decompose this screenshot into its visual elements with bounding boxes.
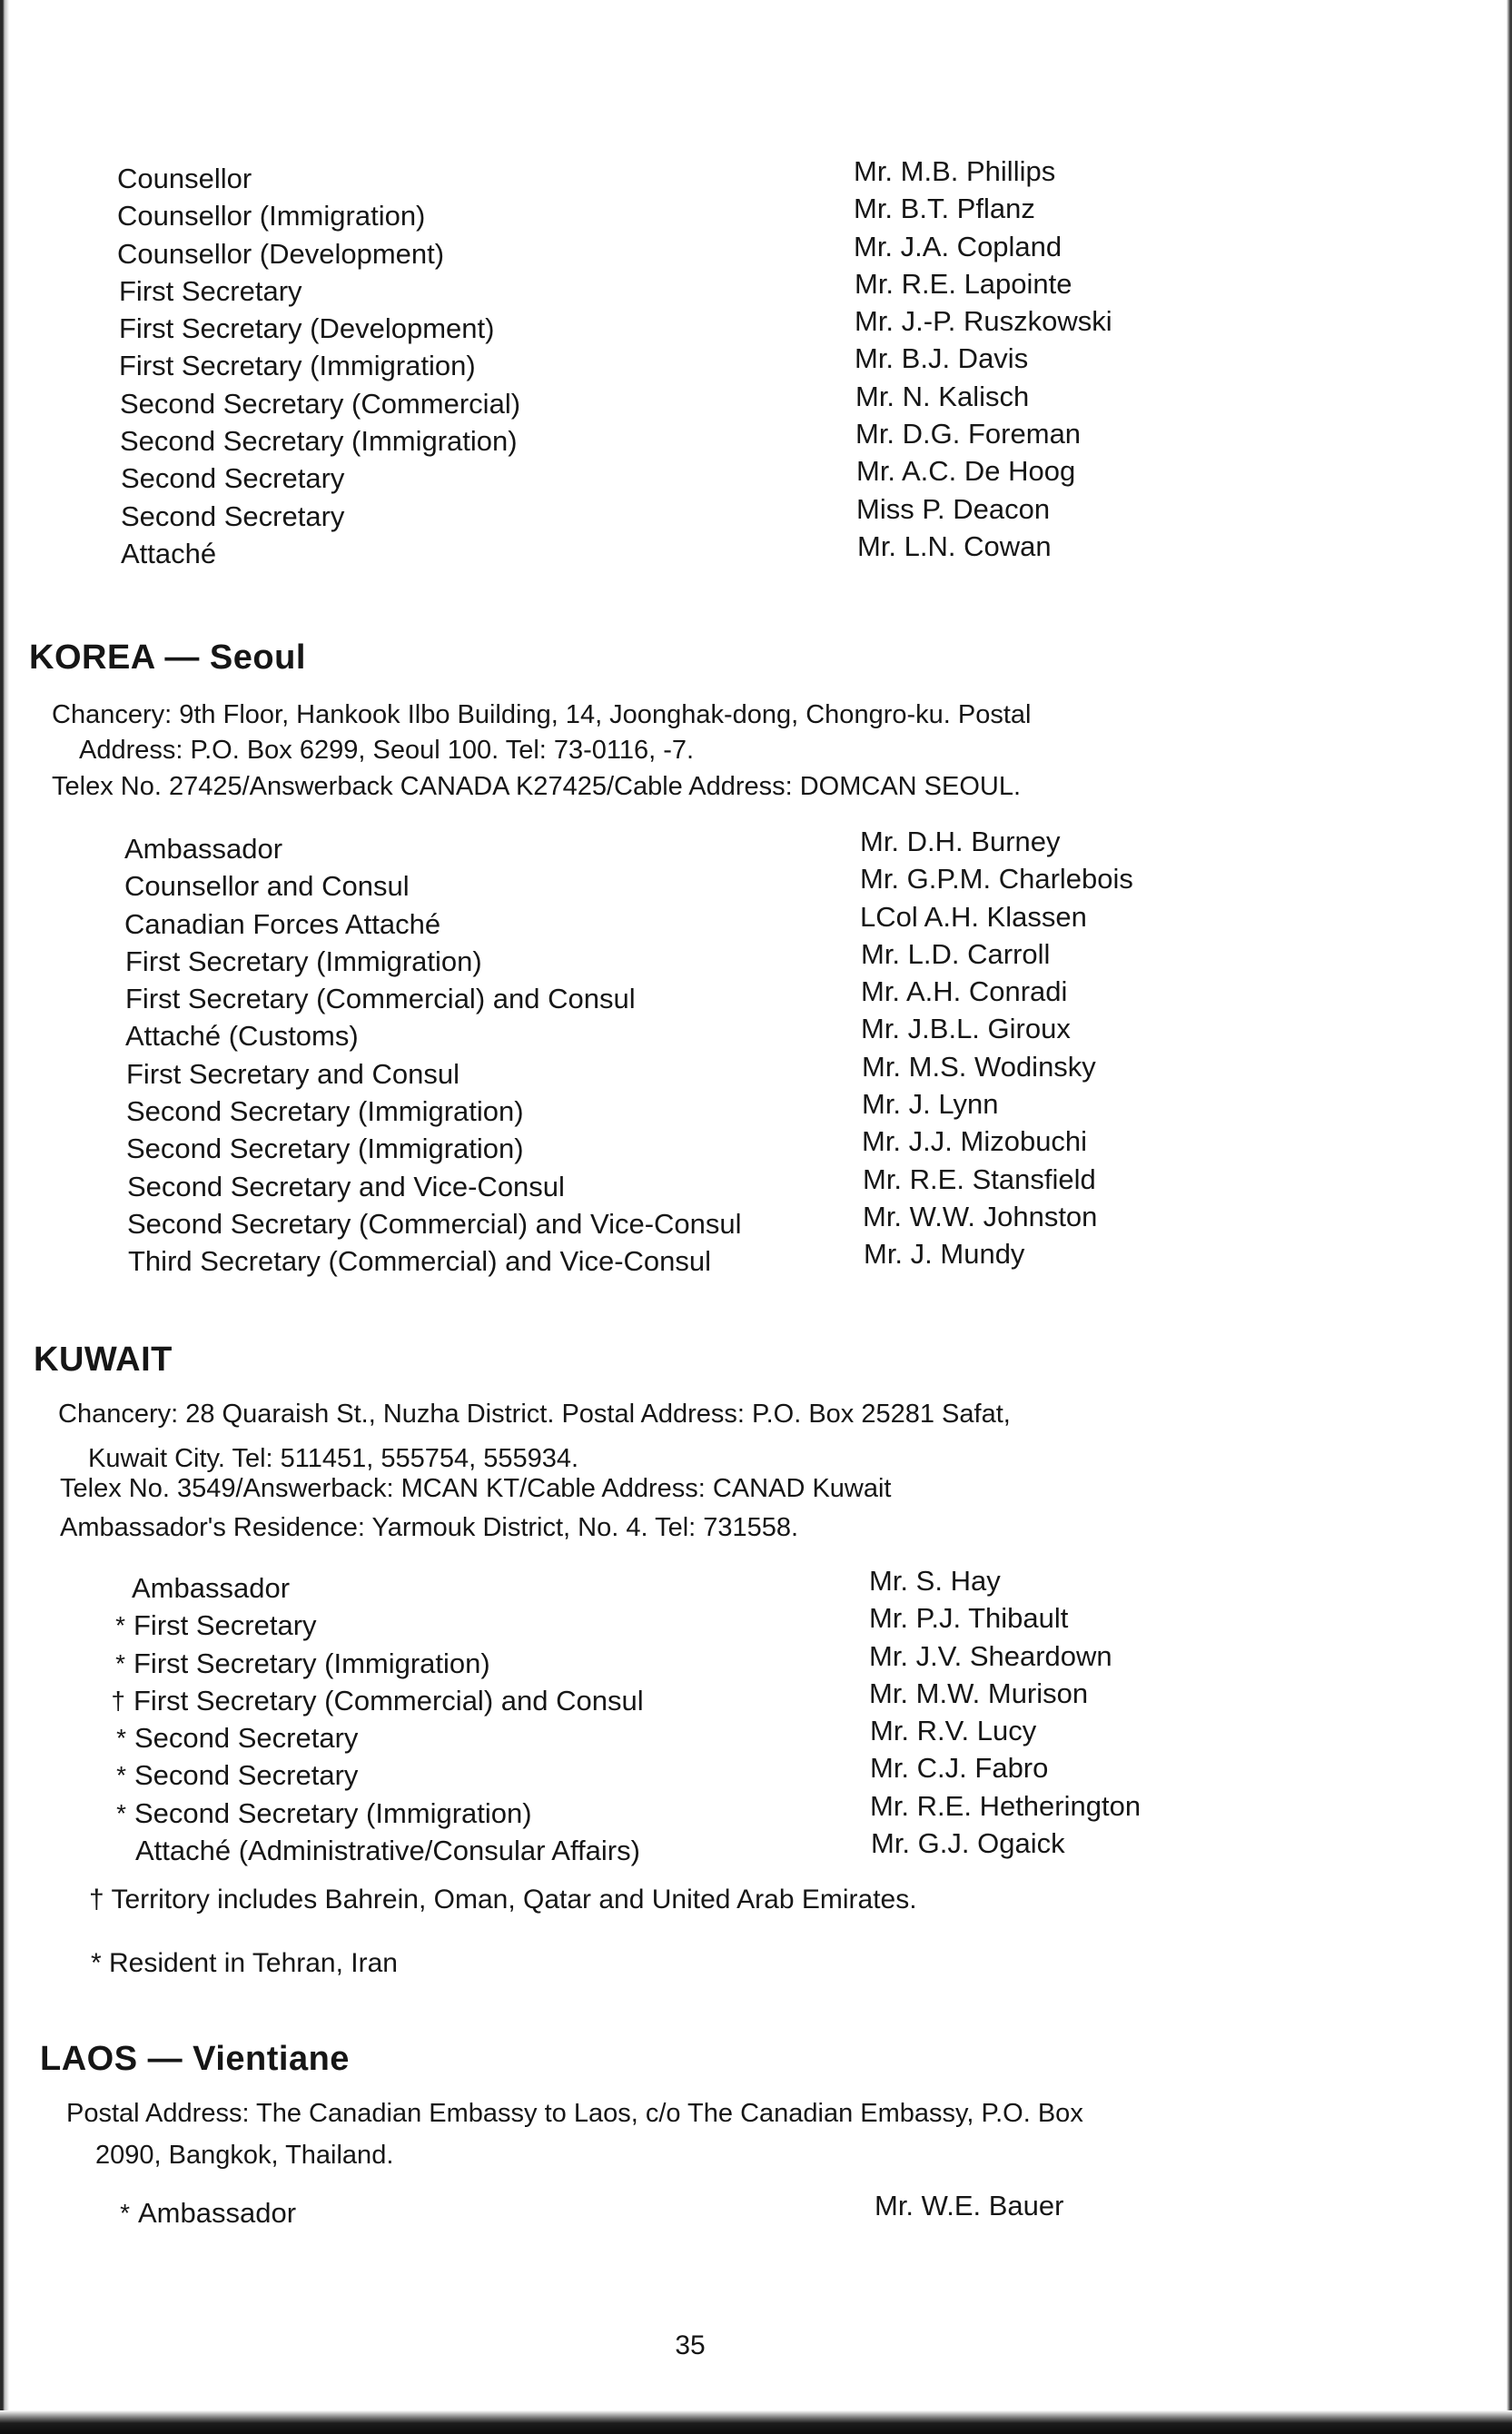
staff-name: LCol A.H. Klassen xyxy=(860,900,1087,933)
staff-position: Second Secretary xyxy=(134,1759,359,1792)
staff-name: Mr. G.J. Ogaick xyxy=(871,1827,1065,1860)
staff-row xyxy=(0,230,1512,272)
staff-name: Mr. A.H. Conradi xyxy=(861,975,1068,1008)
staff-row xyxy=(0,1125,1512,1167)
staff-position: Second Secretary (Commercial) xyxy=(120,387,521,420)
staff-position: Ambassador xyxy=(138,2197,297,2229)
staff-position: Counsellor (Development) xyxy=(117,237,445,270)
staff-row xyxy=(0,1088,1512,1130)
staff-name: Mr. J.J. Mizobuchi xyxy=(862,1125,1088,1158)
staff-row xyxy=(0,1827,1512,1869)
staff-position: Attaché xyxy=(121,537,217,569)
staff-position: First Secretary xyxy=(133,1609,317,1642)
staff-position: Attaché (Administrative/Consular Affairs) xyxy=(135,1835,640,1867)
footnote-marker: * xyxy=(116,1798,126,1827)
staff-row xyxy=(0,1715,1512,1756)
staff-row xyxy=(0,155,1512,197)
staff-position: Canadian Forces Attaché xyxy=(124,907,441,940)
staff-position: Second Secretary (Immigration) xyxy=(126,1133,524,1165)
staff-name: Mr. J.B.L. Giroux xyxy=(861,1013,1071,1045)
staff-row xyxy=(0,305,1512,347)
staff-position: First Secretary (Immigration) xyxy=(125,945,482,977)
staff-row xyxy=(0,1789,1512,1832)
staff-name: Mr. R.E. Lapointe xyxy=(855,267,1072,300)
kuwait-address-line: Chancery: 28 Quaraish St., Nuzha District. Postal Address: P.O. Box 25281 Safat, xyxy=(58,1400,1011,1429)
scan-edge-bottom xyxy=(0,2410,1512,2434)
staff-position: Third Secretary (Commercial) and Vice-Consul xyxy=(128,1245,712,1278)
staff-row xyxy=(0,1013,1512,1054)
korea-address-line: Chancery: 9th Floor, Hankook Ilbo Building, 14, Joonghak-dong, Chongro-ku. Postal xyxy=(52,700,1032,729)
section-heading-korea: KOREA — Seoul xyxy=(29,638,306,677)
laos-address-line: 2090, Bangkok, Thailand. xyxy=(95,2141,394,2170)
staff-position: Ambassador xyxy=(132,1572,291,1604)
staff-row xyxy=(0,826,1512,867)
staff-position: First Secretary (Development) xyxy=(119,312,495,345)
staff-row xyxy=(0,342,1512,384)
staff-position: First Secretary (Immigration) xyxy=(133,1647,490,1679)
staff-name: Mr. J.V. Sheardown xyxy=(869,1639,1112,1672)
footnote-marker: * xyxy=(120,2199,130,2227)
preceding-staff-list xyxy=(0,155,1512,572)
staff-row xyxy=(0,529,1512,572)
staff-name: Mr. C.J. Fabro xyxy=(870,1752,1049,1785)
staff-name: Miss P. Deacon xyxy=(856,492,1051,525)
staff-row xyxy=(0,1163,1512,1205)
staff-row xyxy=(0,193,1512,234)
footnote-marker: * xyxy=(115,1648,125,1677)
staff-row xyxy=(0,1238,1512,1280)
staff-name: Mr. R.E. Hetherington xyxy=(870,1789,1141,1822)
staff-position: First Secretary (Commercial) and Consul xyxy=(125,983,636,1015)
staff-name: Mr. L.N. Cowan xyxy=(857,529,1052,562)
staff-position: Counsellor (Immigration) xyxy=(117,200,426,233)
staff-row xyxy=(0,937,1512,980)
staff-position: First Secretary and Consul xyxy=(126,1057,460,1090)
footnote-resident: * Resident in Tehran, Iran xyxy=(91,1948,398,1978)
staff-position: Second Secretary xyxy=(121,462,345,495)
staff-position: Second Secretary xyxy=(121,500,345,532)
staff-position: Second Secretary (Commercial) and Vice-Consul xyxy=(127,1207,742,1240)
page-number: 35 xyxy=(675,2330,706,2360)
kuwait-address-line: Kuwait City. Tel: 511451, 555754, 555934. xyxy=(88,1444,579,1473)
staff-row xyxy=(0,900,1512,943)
section-heading-laos: LAOS — Vientiane xyxy=(40,2040,350,2078)
staff-name: Mr. B.J. Davis xyxy=(855,342,1029,375)
staff-name: Mr. R.E. Stansfield xyxy=(863,1163,1096,1195)
staff-position: Second Secretary and Vice-Consul xyxy=(127,1170,565,1202)
laos-staff-list xyxy=(0,2190,1512,2231)
laos-address-line: Postal Address: The Canadian Embassy to Laos, c/o The Canadian Embassy, P.O. Box xyxy=(66,2099,1083,2128)
staff-name: Mr. D.H. Burney xyxy=(860,826,1061,857)
staff-position: First Secretary (Commercial) and Consul xyxy=(133,1684,644,1717)
korea-address-line: Address: P.O. Box 6299, Seoul 100. Tel: 73-0116, -7. xyxy=(79,736,695,765)
staff-name: Mr. M.B. Phillips xyxy=(854,155,1056,187)
staff-position: Second Secretary (Immigration) xyxy=(120,425,518,458)
staff-name: Mr. M.S. Wodinsky xyxy=(862,1050,1096,1083)
staff-row xyxy=(0,267,1512,310)
staff-row xyxy=(0,1752,1512,1794)
staff-row xyxy=(0,863,1512,905)
staff-name: Mr. A.C. De Hoog xyxy=(856,455,1076,488)
staff-name: Mr. R.V. Lucy xyxy=(870,1715,1037,1747)
staff-row xyxy=(0,975,1512,1017)
kuwait-staff-list xyxy=(0,1565,1512,1869)
staff-name: Mr. J.-P. Ruszkowski xyxy=(855,305,1112,338)
staff-name: Mr. L.D. Carroll xyxy=(861,937,1051,970)
staff-position: First Secretary xyxy=(119,274,302,307)
staff-name: Mr. P.J. Thibault xyxy=(869,1602,1069,1635)
staff-name: Mr. J. Mundy xyxy=(864,1238,1025,1271)
staff-name: Mr. G.P.M. Charlebois xyxy=(860,863,1133,895)
staff-position: First Secretary (Immigration) xyxy=(119,350,476,382)
staff-name: Mr. N. Kalisch xyxy=(855,380,1030,412)
staff-row xyxy=(0,492,1512,535)
footnote-marker: † xyxy=(111,1686,125,1715)
footnote-territory: † Territory includes Bahrein, Oman, Qatar and United Arab Emirates. xyxy=(89,1885,917,1915)
staff-position: Second Secretary xyxy=(134,1722,359,1755)
staff-position: Second Secretary (Immigration) xyxy=(126,1095,524,1128)
staff-row xyxy=(0,2190,1512,2231)
staff-position: Second Secretary (Immigration) xyxy=(134,1796,532,1829)
staff-name: Mr. D.G. Foreman xyxy=(855,418,1082,450)
staff-row xyxy=(0,1602,1512,1644)
staff-position: Attaché (Customs) xyxy=(125,1020,359,1053)
staff-row xyxy=(0,1639,1512,1682)
staff-row xyxy=(0,1200,1512,1242)
staff-row xyxy=(0,1565,1512,1607)
korea-staff-list xyxy=(0,826,1512,1281)
staff-position: Counsellor and Consul xyxy=(124,870,410,903)
staff-row xyxy=(0,418,1512,460)
staff-row xyxy=(0,1050,1512,1093)
footnote-marker: * xyxy=(115,1611,125,1640)
staff-name: Mr. M.W. Murison xyxy=(869,1677,1089,1709)
staff-name: Mr. J.A. Copland xyxy=(854,230,1062,262)
staff-row xyxy=(0,455,1512,497)
staff-row xyxy=(0,380,1512,422)
staff-name: Mr. W.E. Bauer xyxy=(875,2190,1064,2221)
staff-row xyxy=(0,1677,1512,1719)
staff-name: Mr. B.T. Pflanz xyxy=(854,193,1035,225)
section-heading-kuwait: KUWAIT xyxy=(34,1341,173,1379)
staff-position: Counsellor xyxy=(117,163,252,194)
footnote-marker: * xyxy=(116,1761,126,1790)
kuwait-address-line: Telex No. 3549/Answerback: MCAN KT/Cable Address: CANAD Kuwait xyxy=(60,1474,892,1503)
staff-name: Mr. S. Hay xyxy=(869,1565,1001,1597)
kuwait-address-line: Ambassador's Residence: Yarmouk District, No. 4. Tel: 731558. xyxy=(60,1513,799,1542)
staff-position: Ambassador xyxy=(124,833,283,865)
staff-name: Mr. W.W. Johnston xyxy=(863,1200,1098,1232)
footnote-marker: * xyxy=(116,1724,126,1753)
korea-address-line: Telex No. 27425/Answerback CANADA K27425/Cable Address: DOMCAN SEOUL. xyxy=(52,772,1022,801)
staff-name: Mr. J. Lynn xyxy=(862,1088,999,1121)
